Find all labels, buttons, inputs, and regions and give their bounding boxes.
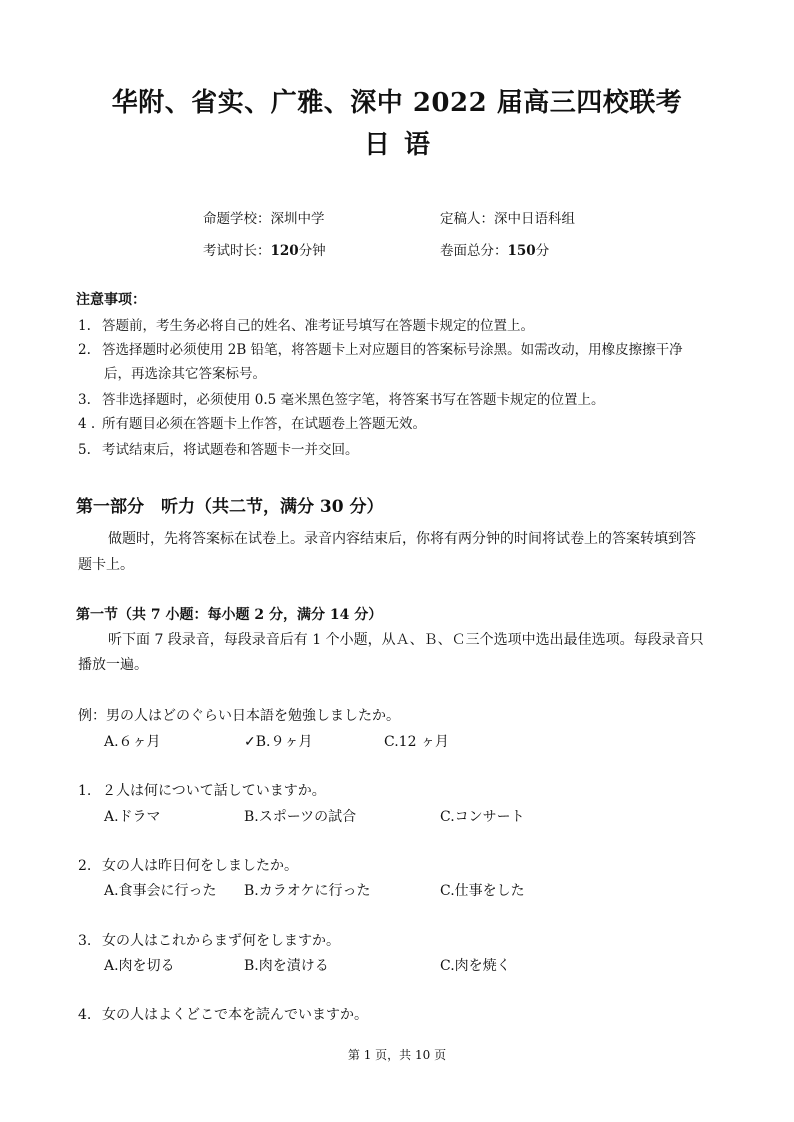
example-option-c: C.12 ヶ月 bbox=[384, 734, 449, 750]
score-label: 卷面总分： bbox=[440, 243, 508, 259]
school-value: 深圳中学 bbox=[270, 211, 325, 227]
note-item: 2. 答选择题时必须使用 2B 铅笔，将答题卡上对应题目的答案标号涂黑。如需改动，用橡皮擦擦干净 bbox=[78, 342, 683, 358]
question-3: 3. 女の人はこれからまず何をしますか。 bbox=[78, 933, 340, 949]
score-unit: 分 bbox=[535, 243, 550, 259]
section-intro: 听下面 7 段录音，每段录音后有 1 个小题，从Ａ、Ｂ、Ｃ三个选项中选出最佳选项。每段录音只 bbox=[108, 632, 704, 648]
duration-value: 120 bbox=[270, 243, 299, 259]
part-intro-continuation: 题卡上。 bbox=[78, 557, 134, 573]
subject-title: 日语 bbox=[363, 130, 444, 160]
question-2: 2. 女の人は昨日何をしましたか。 bbox=[78, 858, 298, 874]
question-3-option-b: B.肉を漬ける bbox=[244, 958, 329, 974]
finalizer-label: 定稿人： bbox=[440, 211, 494, 227]
question-1-option-b: B.スポーツの試合 bbox=[244, 809, 357, 825]
duration-label: 考试时长： bbox=[203, 243, 271, 259]
part-heading: 第一部分 听力（共二节，满分 30 分） bbox=[76, 497, 384, 517]
finalizer-value: 深中日语科组 bbox=[494, 211, 575, 227]
question-1-option-a: A.ドラマ bbox=[104, 809, 161, 825]
meta-score bbox=[440, 239, 549, 259]
question-2-option-b: B.カラオケに行った bbox=[244, 883, 371, 899]
question-3-option-a: A.肉を切る bbox=[104, 958, 175, 974]
section-intro-continuation: 播放一遍。 bbox=[78, 657, 148, 673]
school-label: 命题学校： bbox=[203, 211, 271, 227]
question-1-option-c: C.コンサート bbox=[440, 809, 525, 825]
question-1: 1. ２人は何について話していますか。 bbox=[78, 783, 326, 799]
part-intro: 做题时，先将答案标在试卷上。录音内容结束后，你将有两分钟的时间将试卷上的答案转填到答 bbox=[108, 531, 696, 547]
question-2-option-c: C.仕事をした bbox=[440, 883, 525, 899]
score-value: 150 bbox=[507, 243, 536, 259]
meta-duration bbox=[203, 239, 326, 259]
question-3-option-c: C.肉を焼く bbox=[440, 958, 511, 974]
note-item: 4 . 所有题目必须在答题卡上作答，在试题卷上答题无效。 bbox=[78, 416, 426, 432]
example-question: 例：男の人はどのぐらい日本語を勉強しましたか。 bbox=[78, 708, 400, 724]
notes-title: 注意事项： bbox=[76, 292, 146, 308]
question-2-option-a: A.食事会に行った bbox=[104, 883, 217, 899]
example-option-a: A.６ヶ月 bbox=[104, 734, 161, 750]
note-item: 5. 考试结束后，将试题卷和答题卡一并交回。 bbox=[78, 442, 359, 458]
note-item: 3. 答非选择题时，必须使用 0.5 毫米黑色签字笔，将答案书写在答题卡规定的位置上。 bbox=[78, 392, 605, 408]
section-heading: 第一节（共 7 小题：每小题 2 分，满分 14 分） bbox=[76, 607, 383, 623]
note-item: 1. 答题前，考生务必将自己的姓名、准考证号填写在答题卡规定的位置上。 bbox=[78, 318, 534, 334]
meta-school bbox=[203, 207, 325, 227]
example-option-b: ✓B.９ヶ月 bbox=[244, 734, 313, 750]
question-4: 4. 女の人はよくどこで本を読んでいますか。 bbox=[78, 1007, 368, 1023]
meta-finalizer bbox=[440, 207, 575, 227]
page-number: 第 1 页，共 10 页 bbox=[347, 1048, 447, 1062]
exam-title: 华附、省实、广雅、深中 2022 届高三四校联考 bbox=[111, 88, 683, 118]
note-item-continuation: 后，再选涂其它答案标号。 bbox=[104, 366, 266, 382]
duration-unit: 分钟 bbox=[298, 243, 326, 259]
